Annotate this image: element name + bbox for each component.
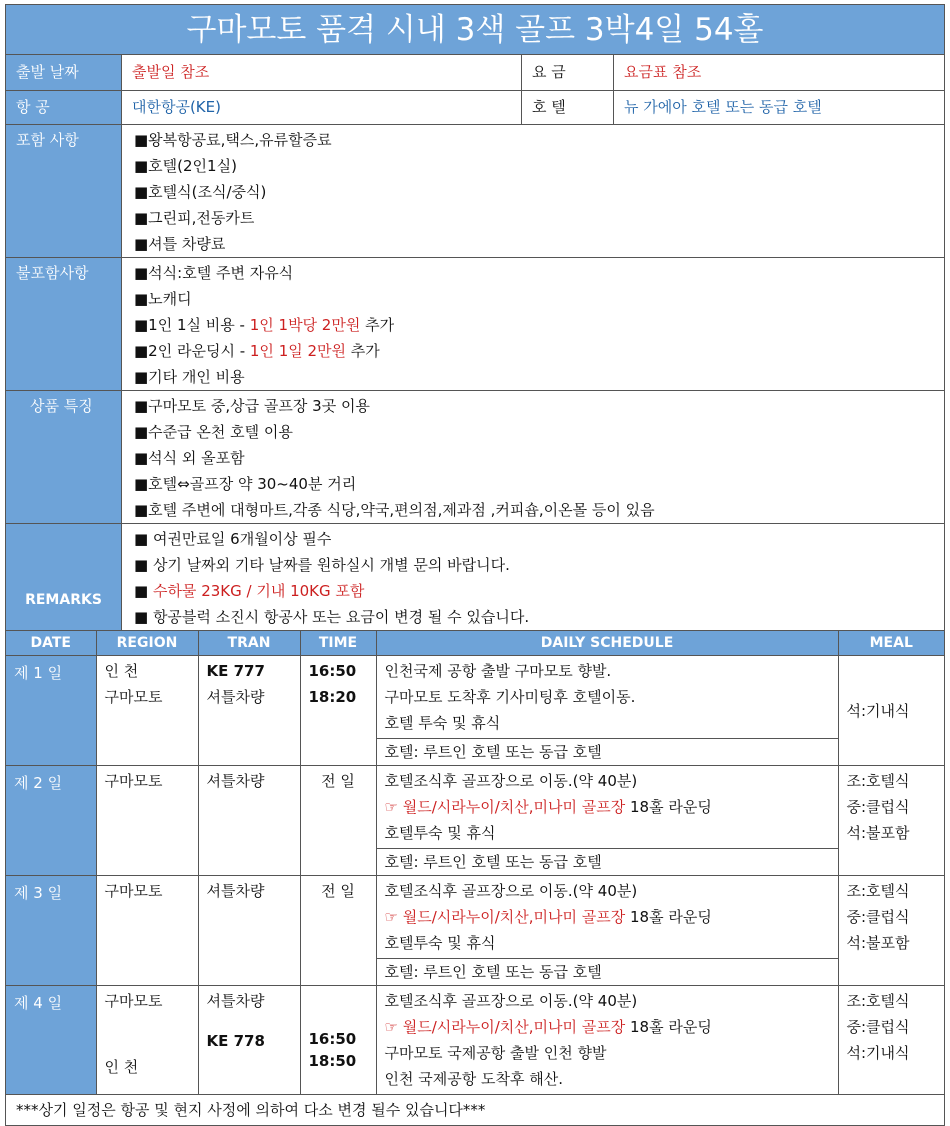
- header-time: TIME: [300, 631, 376, 655]
- header-meal: MEAL: [838, 631, 944, 655]
- list-item: [134, 338, 934, 364]
- day-label: 제 1 일: [6, 655, 96, 765]
- highlight-price: 1인 1박당 2만원: [249, 316, 361, 334]
- list-item: ■석식 외 올포함: [134, 449, 245, 467]
- excluded-list: [122, 258, 944, 390]
- activity-text: [385, 794, 830, 820]
- time-cell: [300, 655, 376, 765]
- tran-cell: [198, 985, 300, 1094]
- region-text: 구마모토: [104, 771, 163, 790]
- golf-course-highlight: ☞ 월드/시라누이/치산,미나미 골프장: [384, 797, 626, 816]
- features-list: [122, 391, 944, 523]
- region-cell: [96, 655, 198, 765]
- activity-cell: [376, 985, 838, 1094]
- baggage-highlight: 수하물 23KG / 기내 10KG 포함: [152, 582, 365, 600]
- day-label: 제 2 일: [6, 765, 96, 875]
- list-item: ■왕복항공료,택스,유류할증료: [134, 131, 332, 149]
- included-list: [122, 125, 944, 257]
- region-text: 인 천: [104, 1057, 139, 1076]
- activity-text: 호텔투숙 및 휴식: [384, 823, 496, 842]
- list-item: ■호텔⇔골프장 약 30~40분 거리: [134, 475, 357, 493]
- item-text: 18홀 라운딩: [625, 797, 712, 816]
- excluded-label: 불포함사항: [6, 258, 122, 390]
- day-label: 제 4 일: [6, 985, 96, 1094]
- item-text: 추가: [360, 316, 395, 334]
- list-item: ■호텔 주변에 대형마트,각종 식당,약국,편의점,제과점 ,커피숍,이온몰 등이 있음: [134, 501, 655, 519]
- time-cell: [300, 765, 376, 875]
- meal-text: 중:클럽식: [846, 1017, 910, 1036]
- tran-text: 셔틀차량: [206, 881, 265, 900]
- tran-text: KE 778: [206, 1031, 265, 1050]
- activity-cell: [376, 875, 838, 985]
- header-daily: DAILY SCHEDULE: [376, 631, 838, 655]
- meal-text: 조:호텔식: [846, 881, 910, 900]
- itinerary-sheet: [5, 4, 945, 1126]
- features-section: [6, 391, 944, 524]
- hotel-text: 호텔: 루트인 호텔 또는 동급 호텔: [384, 742, 602, 761]
- item-text: ■2인 라운딩시 -: [134, 342, 250, 360]
- activity-cell: [376, 765, 838, 875]
- header-date: DATE: [6, 631, 96, 655]
- time-text: 16:50: [308, 661, 357, 680]
- price-label: 요 금: [522, 55, 614, 90]
- footer-note: ***상기 일정은 항공 및 현지 사정에 의하여 다소 변경 될수 있습니다***: [16, 1100, 486, 1119]
- list-item: ■ 상기 날짜외 기타 날짜를 원하실시 개별 문의 바랍니다.: [134, 556, 510, 574]
- departure-value: 출발일 참조: [122, 55, 522, 90]
- list-item: ■셔틀 차량료: [134, 235, 226, 253]
- list-item: [134, 578, 934, 604]
- meal-cell: [838, 765, 944, 875]
- activity-text: 호텔조식후 골프장으로 이동.(약 40분): [384, 771, 638, 790]
- tran-text: 셔틀차량: [206, 687, 265, 706]
- table-row-day2: [6, 765, 944, 875]
- schedule-table: [6, 631, 944, 1095]
- tran-cell: [198, 875, 300, 985]
- page-title: 구마모토 품격 시내 3색 골프 3박4일 54홀: [6, 5, 944, 55]
- list-item: ■ 여권만료일 6개월이상 필수: [134, 530, 332, 548]
- item-text: 18홀 라운딩: [625, 1017, 712, 1036]
- meal-text: 중:클럽식: [846, 797, 910, 816]
- time-cell: [300, 875, 376, 985]
- activity-text: 호텔투숙 및 휴식: [384, 933, 496, 952]
- region-text: 구마모토: [104, 991, 163, 1010]
- airline-value: 대한항공(KE): [122, 91, 522, 124]
- remarks-label: REMARKS: [6, 524, 122, 630]
- info-row-airline: [6, 91, 944, 125]
- region-text: 구마모토: [104, 881, 163, 900]
- schedule-header-row: [6, 631, 944, 655]
- list-item: ■호텔식(조식/중식): [134, 183, 267, 201]
- golf-course-highlight: ☞ 월드/시라누이/치산,미나미 골프장: [384, 1017, 626, 1036]
- golf-course-highlight: ☞ 월드/시라누이/치산,미나미 골프장: [384, 907, 626, 926]
- region-cell: [96, 875, 198, 985]
- activity-text: 호텔조식후 골프장으로 이동.(약 40분): [384, 881, 638, 900]
- meal-text: 중:클럽식: [846, 907, 910, 926]
- day-label: 제 3 일: [6, 875, 96, 985]
- region-cell: [96, 985, 198, 1094]
- region-cell: [96, 765, 198, 875]
- list-item: ■그린피,전동카트: [134, 209, 255, 227]
- list-item: ■수준급 온천 호텔 이용: [134, 423, 293, 441]
- time-text: 18:50: [308, 1051, 357, 1070]
- remarks-section: [6, 524, 944, 631]
- time-cell: [300, 985, 376, 1094]
- time-text: 18:20: [308, 687, 357, 706]
- meal-text: 석:기내식: [846, 701, 910, 720]
- meal-text: 석:불포함: [846, 823, 910, 842]
- header-region: REGION: [96, 631, 198, 655]
- list-item: [134, 312, 934, 338]
- activity-text: 구마모토 국제공항 출발 인천 향발: [384, 1043, 607, 1062]
- activity-text: 호텔조식후 골프장으로 이동.(약 40분): [384, 991, 638, 1010]
- activity-text: 구마모토 도착후 기사미팅후 호텔이동.: [384, 687, 636, 706]
- header-tran: TRAN: [198, 631, 300, 655]
- tran-text: 셔틀차량: [206, 771, 265, 790]
- airline-label: 항 공: [6, 91, 122, 124]
- meal-cell: [838, 875, 944, 985]
- list-item: ■ 항공블럭 소진시 항공사 또는 요금이 변경 될 수 있습니다.: [134, 608, 530, 626]
- tran-cell: [198, 655, 300, 765]
- tran-text: KE 777: [206, 661, 265, 680]
- hotel-text: 호텔: 루트인 호텔 또는 동급 호텔: [384, 962, 602, 981]
- meal-cell: [838, 655, 944, 765]
- meal-text: 조:호텔식: [846, 991, 910, 1010]
- meal-text: 석:기내식: [846, 1043, 910, 1062]
- features-label: 상품 특징: [6, 391, 122, 523]
- activity-cell: [376, 655, 838, 765]
- region-text: 인 천: [104, 661, 139, 680]
- remarks-list: [122, 524, 944, 630]
- tran-text: 셔틀차량: [206, 991, 265, 1010]
- list-item: ■구마모토 중,상급 골프장 3곳 이용: [134, 397, 370, 415]
- hotel-text: 호텔: 루트인 호텔 또는 동급 호텔: [384, 852, 602, 871]
- meal-text: 조:호텔식: [846, 771, 910, 790]
- list-item: ■기타 개인 비용: [134, 368, 245, 386]
- time-text: 16:50: [308, 1029, 357, 1048]
- item-text: ■1인 1실 비용 -: [134, 316, 250, 334]
- activity-text: 인천국제 공항 출발 구마모토 향발.: [384, 661, 612, 680]
- hotel-value: 뉴 가에아 호텔 또는 동급 호텔: [624, 98, 822, 116]
- price-value: 요금표 참조: [624, 63, 702, 81]
- list-item: ■노캐디: [134, 290, 192, 308]
- table-row-day4: [6, 985, 944, 1094]
- activity-text: 호텔 투숙 및 휴식: [384, 713, 501, 732]
- excluded-section: [6, 258, 944, 391]
- item-text: 18홀 라운딩: [625, 907, 712, 926]
- hotel-label: 호 텔: [522, 91, 614, 124]
- departure-label: 출발 날짜: [6, 55, 122, 90]
- included-label: 포함 사항: [6, 125, 122, 257]
- time-text: 전 일: [321, 771, 355, 790]
- list-item: ■호텔(2인1실): [134, 157, 237, 175]
- activity-text: [385, 904, 830, 930]
- region-text: 구마모토: [104, 687, 163, 706]
- table-row-day1: [6, 655, 944, 765]
- tran-cell: [198, 765, 300, 875]
- item-text: 추가: [346, 342, 380, 360]
- info-row-departure: [6, 55, 944, 91]
- time-text: 전 일: [321, 881, 355, 900]
- meal-cell: [838, 985, 944, 1094]
- meal-text: 석:불포함: [846, 933, 910, 952]
- table-row-day3: [6, 875, 944, 985]
- list-item: ■석식:호텔 주변 자유식: [134, 264, 294, 282]
- included-section: [6, 125, 944, 258]
- item-text: ■: [134, 582, 153, 600]
- activity-text: 인천 국제공항 도착후 해산.: [384, 1069, 563, 1088]
- highlight-price: 1인 1일 2만원: [249, 342, 347, 360]
- activity-text: [385, 1014, 830, 1040]
